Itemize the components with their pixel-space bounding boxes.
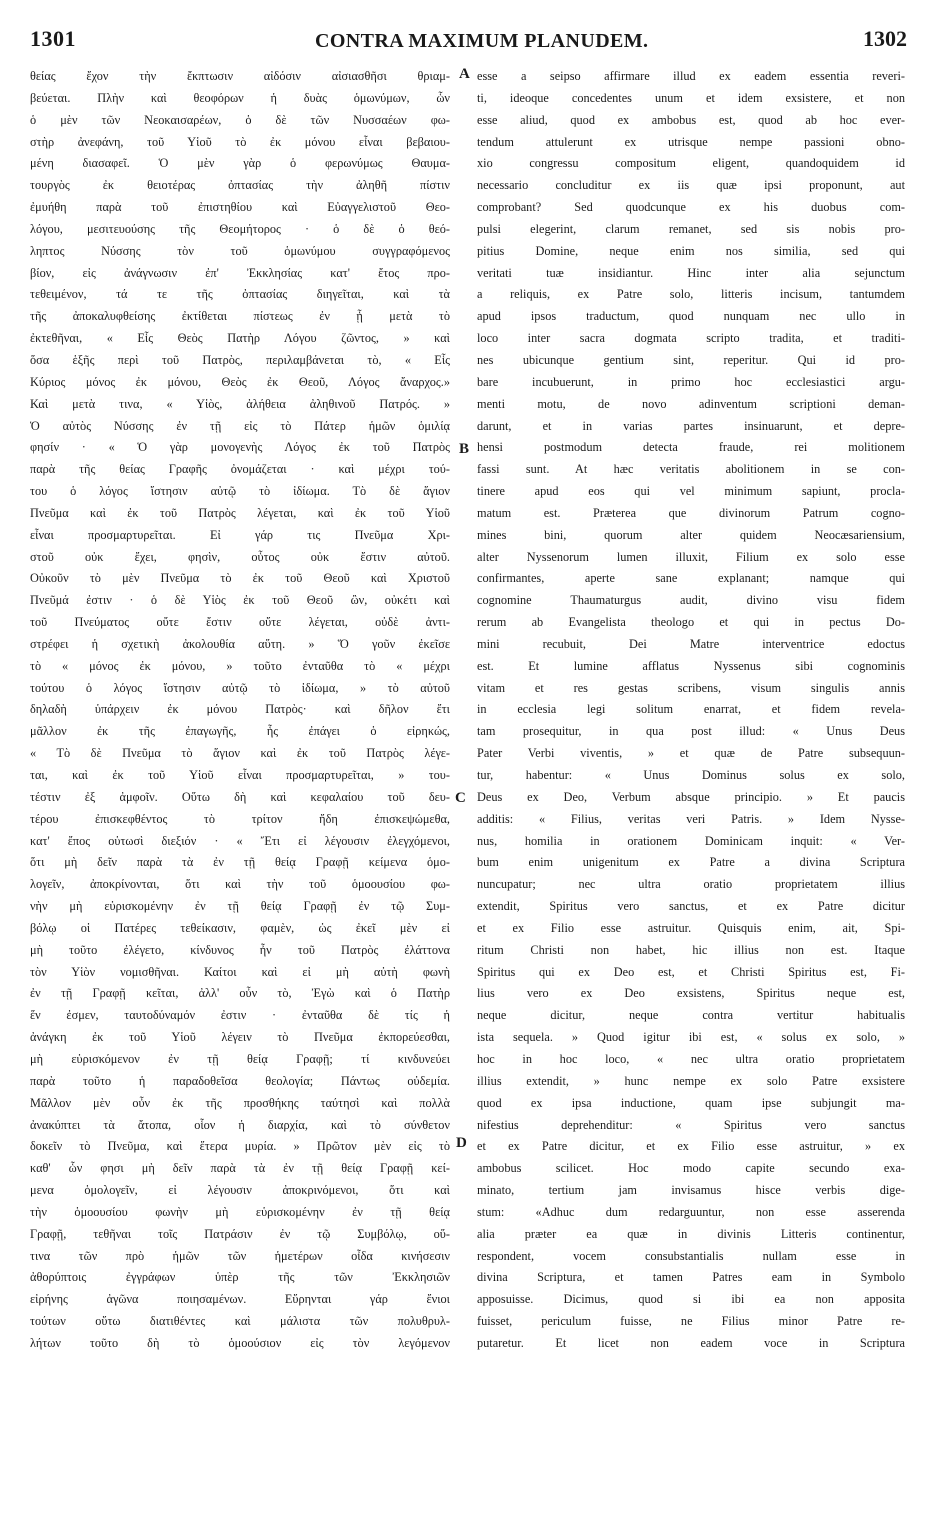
greek-text-line: παρὰ τοῦτο ἡ παραδοθεῖσα θεολογία; Πάντως οὐδεμία.	[30, 1073, 450, 1088]
greek-text-line: θείας ἔχον τὴν ἔκπτωσιν αἰδόσιν αἰσιασθῆσι θριαμ-	[30, 69, 450, 83]
latin-text-line: fuisset, periculum fuisse, ne Filius minor Patre re-	[477, 1314, 905, 1329]
latin-text-line: illius extendit, » hunc nempe ex solo Patre exsistere	[477, 1073, 905, 1088]
greek-text-line: τὴν ὁμοουσίου φωνὴν μὴ εὑρισκομένην ἐν τῇ θείᾳ	[30, 1204, 450, 1219]
greek-text-line: ἀθορύπτοις ἐγγράφων ὑπὲρ τῆς τῶν Ἐκκλησιῶν	[30, 1270, 450, 1285]
greek-text-line: μενα ὁμολογεῖν, εἰ λέγουσιν ἀποκρινόμενοι, ὅτι καὶ	[30, 1183, 450, 1198]
latin-text-line: pitius Domine, neque enim nos similia, sed qui	[477, 243, 905, 258]
latin-text-line: divina Scriptura, et tamen Patres eam in Symbolo	[477, 1270, 905, 1285]
latin-text-line: pulsi elegerint, clarum remanet, sed sis nobis pro-	[477, 221, 905, 236]
latin-text-line: hoc in hoc loco, « nec ultra oratio proprietatem	[477, 1051, 905, 1066]
greek-text-line: τὸ « μόνος ἐκ μόνου, » τοῦτο ἐνταῦθα τὸ « μέχρι	[30, 658, 450, 673]
greek-text-line: βίον, εἰς ἀνάγνωσιν ἐπ' Ἐκκλησίας κατ' ἔτος προ-	[30, 265, 450, 280]
greek-text-line: τοῦ Πνεύματος οὔτε ἔστιν οὔτε λέγεται, οὐδὲ ἀντι-	[30, 615, 450, 630]
greek-text-line: τούτου ὁ λόγος ἵστησιν αὐτῷ τὸ ἰδίωμα, » τὸ αὐτοῦ	[30, 680, 450, 695]
latin-text-line: nuncupatur; nec ultra oratio proprietatem illius	[477, 877, 905, 892]
greek-text-line: τῆς ἀποκαλυφθείσης ἐκτίθεται πίστεως ἐν ᾗ μετὰ τὸ	[30, 309, 450, 324]
latin-text-line: cognomine Thaumaturgus audit, divino visu fidem	[477, 593, 905, 608]
greek-text-line: Ὁ αὐτὸς Νύσσης ἐν τῇ εἰς τὸ Πάτερ ἡμῶν ὁμιλίᾳ	[30, 418, 450, 433]
greek-text-line: « Τὸ δὲ Πνεῦμα τὸ ἅγιον καὶ ἐκ τοῦ Πατρὸς λέγε-	[30, 746, 450, 761]
section-marker-a: A	[459, 66, 470, 82]
latin-text-line: extendit, Spiritus vero sanctus, et ex Patre dicitur	[477, 899, 905, 914]
greek-text-line: ἀνακύπτει τὰ ἄτοπα, οἷον ἡ διαρχία, καὶ τὸ σύνθετον	[30, 1117, 450, 1132]
latin-text-line: alia præter ea quæ in divinis Litteris continentur,	[477, 1226, 905, 1241]
latin-text-line: nus, homilia in orationem Dominicam inquit: « Ver-	[477, 833, 905, 848]
latin-text-line: est. Et lumine afflatus Nyssenus sibi cognominis	[477, 658, 905, 673]
greek-text-line: στοῦ οὐκ ἔχει, φησὶν, οὗτος οὐκ ἔστιν αὐτοῦ.	[30, 549, 450, 564]
latin-text-line: comprobant? Sed quodcunque ex his duobus com-	[477, 200, 905, 215]
greek-text-line: φησίν · « Ὁ γὰρ μονογενὴς Λόγος ἐκ τοῦ Πατρὸς	[30, 440, 450, 455]
latin-text-line: veritati tuæ insidiantur. Hinc inter alia sejunctum	[477, 265, 905, 280]
greek-text-line: δηλαδὴ ὑπάρχειν ἐκ μόνου Πατρὸς· καὶ δῆλον ἔτι	[30, 702, 450, 717]
latin-text-line: neque dicitur, neque contra vertitur habitualis	[477, 1008, 905, 1023]
greek-text-line: καθ' ὧν φησι μὴ δεῖν παρὰ τὰ ἐν τῇ θείᾳ Γραφῇ κεί-	[30, 1161, 450, 1176]
greek-text-line: λόγου, μεσιτευούσης τῆς Θεομήτορος · ὁ δὲ ὁ θεό-	[30, 221, 450, 236]
latin-text-line: esse a seipso affirmare illud ex eadem essentia reveri-	[477, 69, 905, 83]
latin-text-line: tam prosequitur, in qua post illud: « Unus Deus	[477, 724, 905, 739]
greek-text-line: τέστιν ἐξ ἀμφοῖν. Οὕτω δὴ καὶ κεφαλαίου τοῦ δευ-	[30, 789, 450, 804]
greek-text-line: ἐκτεθῆναι, « Εἷς Θεὸς Πατὴρ Λόγου ζῶντος, » καὶ	[30, 331, 450, 346]
latin-text-line: mini recubuit, Dei Matre interventrice edoctus	[477, 636, 905, 651]
latin-text-line: confirmantes, aperte sane explanant; namque qui	[477, 571, 905, 586]
greek-text-line: παρὰ τῆς θείας Γραφῆς ὀνομάζεται · καὶ μέχρι τού-	[30, 462, 450, 477]
latin-text-line: alter Nyssenorum lumen illuxit, Filium ex solo esse	[477, 549, 905, 564]
latin-text-line: additis: « Filius, veritas veri Patris. » Idem Nysse-	[477, 811, 905, 826]
latin-text-line: necessario concluditur ex iis quæ ipsi proponunt, aut	[477, 178, 905, 193]
latin-text-line: tinere apud eos qui vel minimum sapiunt, procla-	[477, 484, 905, 499]
greek-text-line: Οὐκοῦν τὸ μὲν Πνεῦμα τὸ ἐκ τοῦ Θεοῦ καὶ Χριστοῦ	[30, 571, 450, 586]
greek-text-line: μὴ τοῦτο ἐλέγετο, κίνδυνος ἦν τοῦ Πατρὸς ἐλάττονα	[30, 942, 450, 957]
latin-text-line: darunt, et in varias partes insinuarunt, et depre-	[477, 418, 905, 433]
greek-text-line: κατ' ἔπος οὑτωσὶ διεξιόν · « Ἔτι εἰ λέγουσιν ἐλεγχόμενοι,	[30, 833, 450, 848]
latin-text-line: ambobus scilicet. Hoc modo capite secundo exa-	[477, 1161, 905, 1176]
greek-text-line: μᾶλλον ἐκ τῆς ἐπαγωγῆς, ἧς ἐπάγει ὁ εἰρηκώς,	[30, 724, 450, 739]
latin-text-line: ritum Christi non habet, hic illius non est. Itaque	[477, 942, 905, 957]
latin-text-line: ti, ideoque concedentes unum et idem exsistere, et non	[477, 90, 905, 105]
greek-text-line: του ὁ λόγος ἵστησιν αὐτῷ τὸ ἰδίωμα. Τὸ δὲ ἅγιον	[30, 484, 450, 499]
greek-text-line: Κύριος μόνος ἐκ μόνου, Θεὸς ἐκ Θεοῦ, Λόγος ἄναρχος.»	[30, 374, 450, 389]
running-title: CONTRA MAXIMUM PLANUDEM.	[315, 30, 649, 52]
greek-text-line: λήτων τοῦτο δὴ τὸ ὁμοούσιον εἰς τὸν λεγόμενον	[30, 1335, 450, 1350]
greek-text-line: τινα τῶν πρὸ ἡμῶν τῶν ἡμετέρων οἶδα κινήσεσιν	[30, 1248, 450, 1263]
latin-text-line: ista sequela. » Quod igitur ibi est, « solus ex solo, »	[477, 1030, 905, 1045]
latin-text-line: lius vero ex Deo exsistens, Spiritus neque est,	[477, 986, 905, 1001]
latin-text-line: a reliquis, ex Patre solo, litteris incisum, tantumdem	[477, 287, 905, 302]
greek-text-line: τεθειμένον, τά τε τῆς ὀπτασίας διηγεῖται, καὶ τὰ	[30, 287, 450, 302]
latin-text-line: loco inter sacra dogmata scripto tradita, et traditi-	[477, 331, 905, 346]
greek-text-line: Γραφῇ, τεθῆναι τοῖς Πατράσιν ἐν τῷ Συμβόλῳ, οὕ-	[30, 1226, 450, 1241]
latin-text-line: bum enim unigenitum ex Patre a divina Scriptura	[477, 855, 905, 870]
greek-text-line: ὅτι μὴ δεῖν παρὰ τὰ ἐν τῇ θείᾳ Γραφῇ κείμενα ὁμο-	[30, 855, 450, 870]
greek-text-line: ὁ μὲν τῶν Νεοκαισαρέων, ὁ δὲ τῶν Νυσσαέων φω-	[30, 112, 450, 127]
greek-text-line: δοκεῖν τὸ Πνεῦμα, καὶ ἕτερα μυρία. » Πρῶτον μὲν εἰς τὸ	[30, 1139, 450, 1154]
greek-text-line: ληπτος Νύσσης τὸν τοῦ ὁμωνύμου συγγραφόμενος	[30, 243, 450, 258]
greek-text-line: ὅσα ἑξῆς περὶ τοῦ Πατρὸς, περιλαμβάνεται τὸ, « Εἷς	[30, 352, 450, 367]
latin-text-line: xio congressu compositum eligent, quandoquidem id	[477, 156, 905, 171]
greek-text-line: Καὶ μετὰ τινα, « Υἱὸς, ἀλήθεια ἀληθινοῦ Πατρός. »	[30, 396, 450, 411]
latin-text-line: mines bini, quorum alter quidem Neocæsariensium,	[477, 527, 905, 542]
latin-text-line: nes ubicunque gentium sint, reperitur. Qui id pro-	[477, 352, 905, 367]
page-number-right: 1302	[863, 26, 907, 51]
latin-text-line: fassi sunt. At hæc veritatis abolitionem in se con-	[477, 462, 905, 477]
section-marker-b: B	[459, 441, 470, 457]
page-header	[30, 26, 907, 62]
latin-text-line: in ecclesia legi solitum enarrat, et fidem revela-	[477, 702, 905, 717]
latin-text-line: tur, habentur: « Unus Dominus solus ex solo,	[477, 768, 905, 782]
section-marker-d: D	[456, 1135, 467, 1151]
greek-text-line: βόλῳ οἱ Πατέρες τεθείκασιν, φαμὲν, ὡς ἐκεῖ μὲν εἰ	[30, 920, 450, 935]
greek-text-line: εἶναι προσμαρτυρεῖται. Εἰ γάρ τις Πνεῦμα Χρι-	[30, 527, 450, 542]
greek-text-line: τὸν Υἱὸν νομισθῆναι. Καίτοι καὶ εἰ μὴ αὐτὴ φωνὴ	[30, 964, 450, 979]
greek-text-line: μὴ εὑρισκόμενον ἐν τῇ θείᾳ Γραφῇ; τί κινδυνεύει	[30, 1051, 450, 1066]
latin-text-line: vitam et res gestas scribens, visum singulis annis	[477, 680, 905, 695]
latin-text-line: et ex Filio esse astruitur. Quisquis enim, ait, Spi-	[477, 920, 905, 935]
greek-text-line: Μᾶλλον μὲν οὖν ἐκ τῆς προσθήκης ταύτησὶ καὶ πολλὰ	[30, 1095, 450, 1110]
latin-text-line: matum est. Præterea que divinorum Patrum cogno-	[477, 505, 905, 520]
latin-text-line: rerum ab Evangelista theologo et qui in pectus Do-	[477, 615, 905, 630]
latin-text-line: nifestius deprehenditur: « Spiritus vero sanctus	[477, 1117, 905, 1132]
latin-text-line: apposuisse. Dicimus, quod si ibi ea non apposita	[477, 1292, 905, 1307]
latin-text-line: menti motu, de novo adinventum scriptioni deman-	[477, 396, 905, 411]
latin-text-line: hensi postmodum detecta fraude, rei molitionem	[477, 440, 905, 455]
latin-text-line: bare incubuerunt, in primo hoc ecclesiastici argu-	[477, 374, 905, 389]
latin-text-line: respondent, vocem consubstantialis nullam esse in	[477, 1248, 905, 1263]
page-number-left: 1301	[30, 26, 76, 51]
greek-text-line: ἀνάγκη ἐκ τοῦ Υἱοῦ λέγειν τὸ Πνεῦμα ἐκπορεύεσθαι,	[30, 1030, 450, 1045]
latin-text-line: tendum attulerunt ex utrisque nempe passioni obno-	[477, 134, 905, 149]
latin-text-line: Spiritus qui ex Deo est, et Christi Spiritus est, Fi-	[477, 964, 905, 979]
greek-text-line: ἕν ἐσμεν, ταυτοδύναμόν ἐστιν · ἐνταῦθα δὲ τίς ἡ	[30, 1008, 450, 1023]
latin-text-line: minato, tertium jam invisamus hisce verbis dige-	[477, 1183, 905, 1198]
greek-text-line: ἐν τῇ Γραφῇ κεῖται, ἀλλ' οὖν τὸ, Ἐγὼ καὶ ὁ Πατὴρ	[30, 986, 450, 1001]
greek-text-line: λογεῖν, ἀποκρίνονται, ὅτι καὶ τὴν τοῦ ὁμοουσίου φω-	[30, 877, 450, 892]
greek-text-line: Πνεῦμα καὶ ἐκ τοῦ Πατρὸς λέγεται, καὶ ἐκ τοῦ Υἱοῦ	[30, 505, 450, 520]
greek-column	[30, 66, 450, 1355]
greek-text-line: Πνεῦμά ἐστιν · ὁ δὲ Υἱὸς ἐκ τοῦ Θεοῦ ὢν, οὐκέτι καὶ	[30, 593, 450, 608]
latin-text-line: esse aliud, quod ex ambobus est, quod ab hoc ever-	[477, 112, 905, 127]
latin-text-line: et ex Patre dicitur, et ex Filio esse astruitur, » ex	[477, 1139, 905, 1154]
greek-text-line: στὴρ ἀνεφάνη, τοῦ Υἱοῦ τὸ ἐκ μόνου εἶναι βεβαιου-	[30, 134, 450, 149]
greek-text-line: εἰρήνης ἀγῶνα ποιησαμένων. Εὕρηνται γάρ ἔνιοι	[30, 1292, 450, 1307]
latin-text-line: Deus ex Deo, Verbum absque principio. » Et paucis	[477, 789, 905, 804]
latin-text-line: Pater Verbi viventis, » et quæ de Patre subsequun-	[477, 746, 905, 761]
greek-text-line: νὴν μὴ εὑρισκομένην ἐν τῇ θείᾳ Γραφῇ ἐν τῷ Συμ-	[30, 899, 450, 914]
section-marker-c: C	[455, 790, 466, 806]
greek-text-line: ται, καὶ ἐκ τοῦ Υἱοῦ εἶναι προσμαρτυρεῖται, » του-	[30, 768, 450, 782]
latin-text-line: quod ex ipsa inductione, quam ipse subjungit ma-	[477, 1095, 905, 1110]
greek-text-line: τούτων οὕτω διατιθέντες καὶ μάλιστα τῶν πολυθρυλ-	[30, 1314, 450, 1329]
latin-text-line: stum: «Adhuc dum redarguuntur, non esse asserenda	[477, 1204, 905, 1219]
greek-text-line: στρέφει ἡ σχετικὴ ἀκολουθία αὕτη. » Ὅ γοῦν ἐκεῖσε	[30, 636, 450, 651]
greek-text-line: μένη διασαφεῖ. Ὁ μὲν γὰρ ὁ φερωνύμως Θαυμα-	[30, 156, 450, 171]
greek-text-line: βεύεται. Πλὴν καὶ θεοφόρων ἡ δυὰς ὁμωνύμων, ὧν	[30, 90, 450, 105]
latin-column	[477, 66, 905, 1355]
latin-text-line: apud ipsos traductum, quod nunquam nec ullo in	[477, 309, 905, 324]
greek-text-line: ἐμυήθη παρὰ τοῦ ἐπιστηθίου καὶ Εὐαγγελιστοῦ Θεο-	[30, 200, 450, 215]
latin-text-line: putaretur. Et licet non eadem voce in Scriptura	[477, 1335, 905, 1350]
greek-text-line: τουργὸς ἐκ θειοτέρας ὀπτασίας τὴν ἀληθῆ πίστιν	[30, 178, 450, 193]
greek-text-line: τέρου ἐπισκεφθέντος τὸ τρίτον ἤδη ἐπισκεψώμεθα,	[30, 811, 450, 826]
